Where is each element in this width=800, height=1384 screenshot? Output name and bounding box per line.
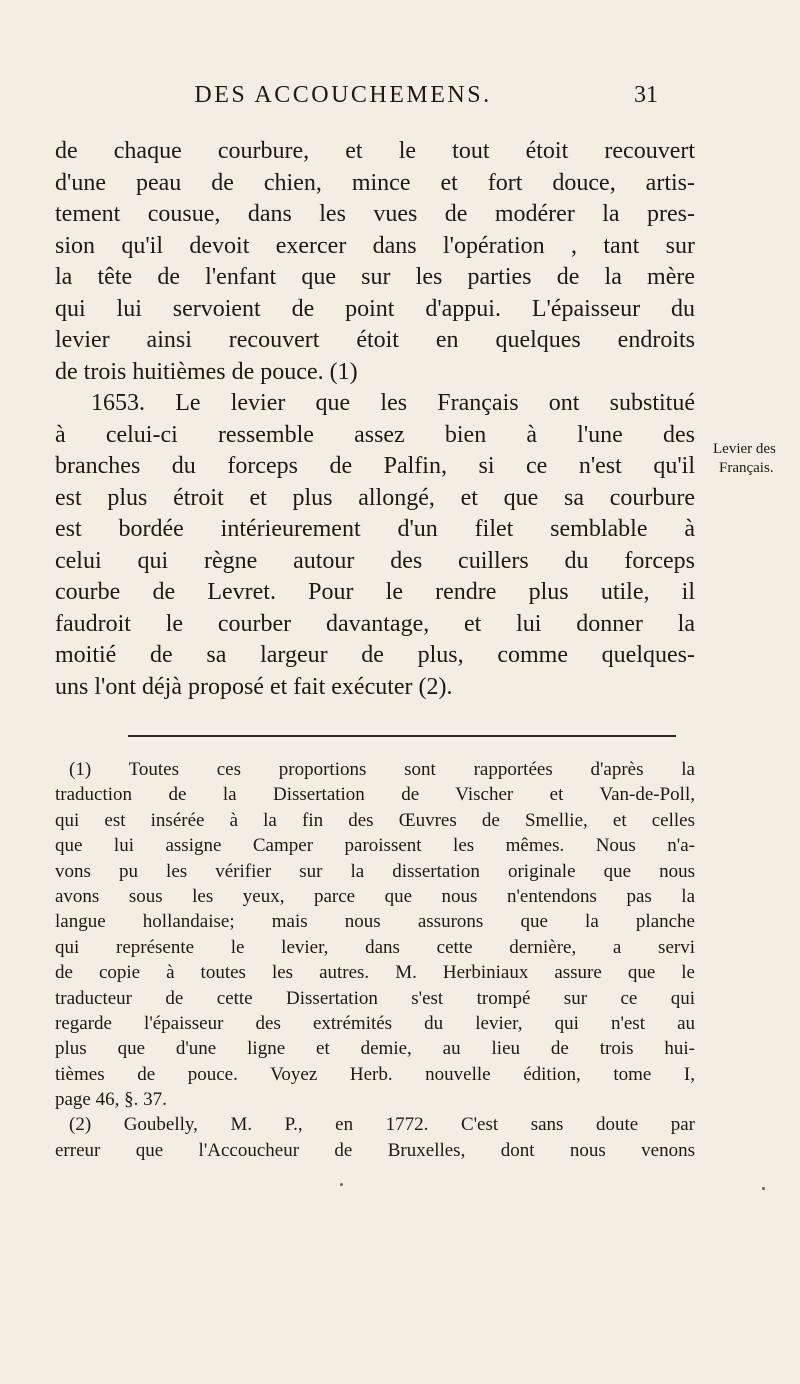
margin-note-line: Français. (719, 460, 774, 476)
footnotes (55, 757, 695, 1163)
footnote-line: page 46, §. 37. (55, 1089, 167, 1111)
margin-note-line: Levier des (713, 441, 776, 457)
footnote-line: qui est insérée à la fin des Œuvres de Smellie, et celles (55, 809, 695, 831)
footnote-line: avons sous les yeux, parce que nous n'entendons pas la (55, 885, 695, 907)
text-line: moitié de sa largeur de plus, comme quelques- (55, 642, 695, 668)
text-line: à celui-ci ressemble assez bien à l'une des (55, 421, 695, 448)
footnote-line: traducteur de cette Dissertation s'est trompé sur ce qui (55, 987, 695, 1009)
footnote-line: plus que d'une ligne et demie, au lieu de trois hui- (55, 1038, 695, 1060)
text-line: tement cousue, dans les vues de modérer la pres- (55, 201, 695, 227)
page-number: 31 (634, 82, 658, 108)
main-text (55, 136, 695, 703)
text-line: uns l'ont déjà proposé et fait exécuter (2). (55, 673, 453, 700)
footnote-line: traduction de la Dissertation de Vischer et Van-de-Poll, (55, 784, 695, 806)
text-line: la tête de l'enfant que sur les parties de la mère (55, 264, 695, 290)
text-line: 1653. Le levier que les Français ont substitué (91, 390, 695, 416)
footnote-line: que lui assigne Camper paroissent les mêmes. Nous n'a- (55, 835, 695, 857)
text-line: sion qu'il devoit exercer dans l'opération , tant sur (55, 232, 695, 259)
text-line: branches du forceps de Palfin, si ce n'est qu'il (55, 453, 695, 479)
text-line: d'une peau de chien, mince et fort douce, artis- (55, 169, 695, 196)
text-line: faudroit le courber davantage, et lui donner la (55, 610, 695, 637)
footnote-line: langue hollandaise; mais nous assurons que la planche (55, 911, 695, 933)
footnote-line: (1) Toutes ces proportions sont rapportées d'après la (69, 759, 695, 780)
text-line: de chaque courbure, et le tout étoit recouvert (55, 138, 695, 164)
text-line: est plus étroit et plus allongé, et que sa courbure (55, 484, 695, 511)
text-line: celui qui règne autour des cuillers du forceps (55, 547, 695, 574)
footnote-line: tièmes de pouce. Voyez Herb. nouvelle édition, tome I, (55, 1063, 695, 1085)
paper-speck (340, 1183, 343, 1186)
text-line: de trois huitièmes de pouce. (1) (55, 358, 358, 385)
footnote-line: vons pu les vérifier sur la dissertation originale que nous (55, 860, 695, 882)
footnote-rule (128, 735, 676, 737)
margin-note (713, 440, 797, 478)
footnote-line: qui représente le levier, dans cette dernière, a servi (55, 936, 695, 958)
text-line: est bordée intérieurement d'un filet semblable à (55, 516, 695, 542)
text-line: qui lui servoient de point d'appui. L'épaisseur du (55, 295, 695, 322)
footnote-line: (2) Goubelly, M. P., en 1772. C'est sans doute par (69, 1114, 695, 1136)
footnote-line: erreur que l'Accoucheur de Bruxelles, dont nous venons (55, 1139, 695, 1161)
footnote-line: de copie à toutes les autres. M. Herbiniaux assure que le (55, 962, 695, 984)
footnote-line: regarde l'épaisseur des extrémités du levier, qui n'est au (55, 1012, 695, 1034)
text-line: courbe de Levret. Pour le rendre plus utile, il (55, 579, 695, 605)
text-line: levier ainsi recouvert étoit en quelques endroits (55, 327, 695, 353)
running-head (98, 82, 658, 116)
paper-speck (762, 1187, 765, 1190)
running-title: DES ACCOUCHEMENS. (194, 82, 492, 108)
